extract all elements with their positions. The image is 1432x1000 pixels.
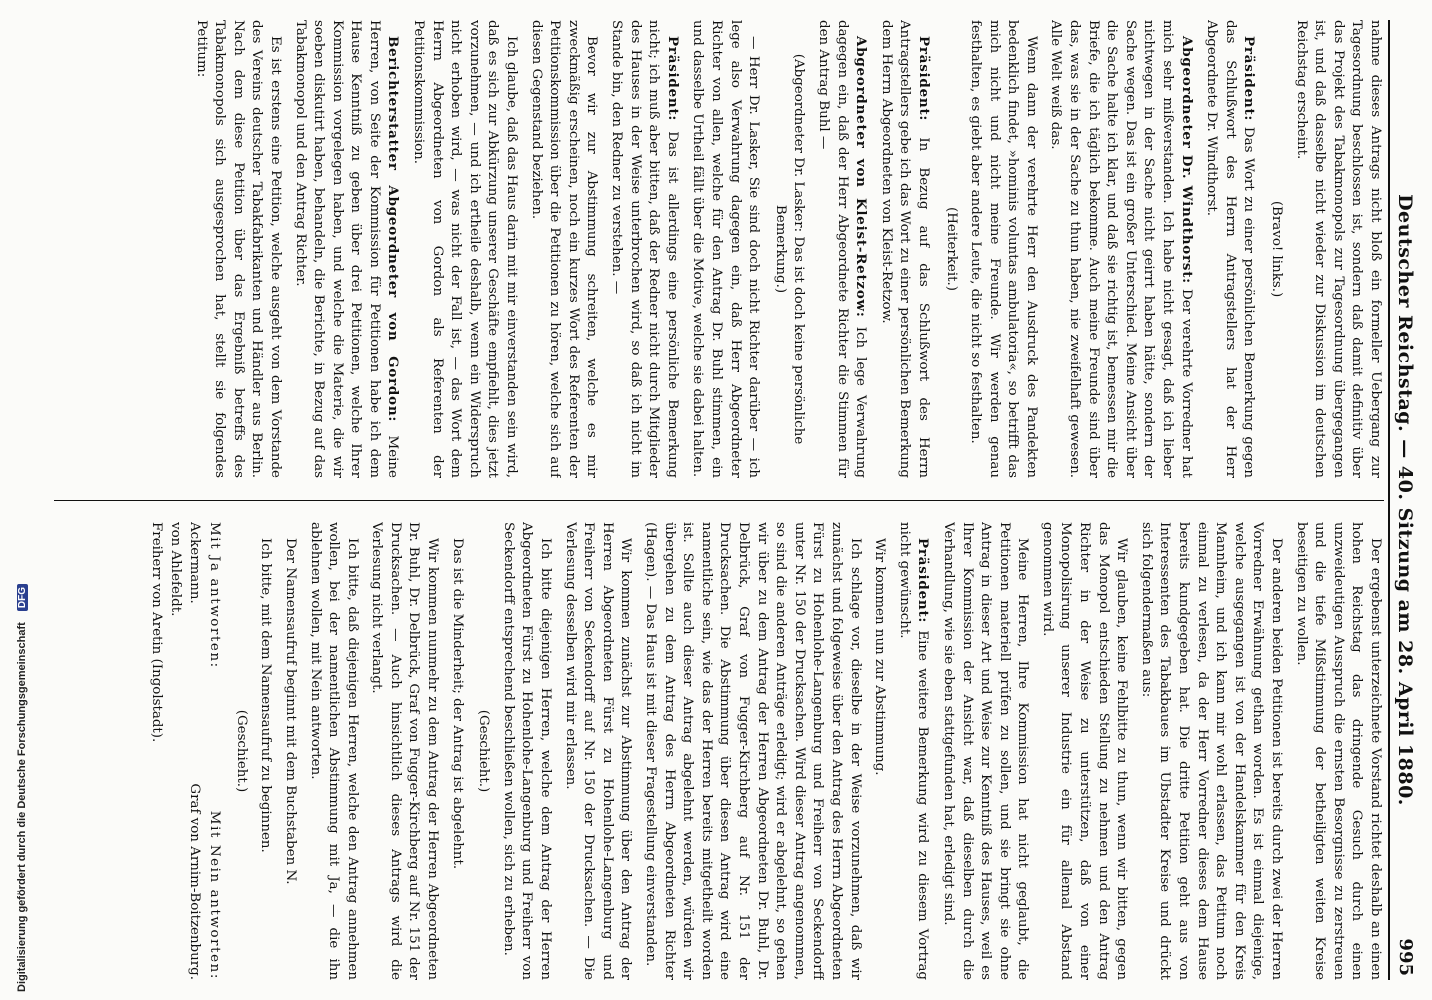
paragraph: [606, 20, 681, 478]
speaker-label: Präsident:: [664, 36, 681, 122]
interjection: (Abgeordneter Dr. Lasker: Das ist doch keine persönliche Bemerkung.): [772, 53, 807, 445]
paragraph-text: Das Wort zu einer persönlichen Bemerkung gegen das Schlußwort des Herrn Antragstellers hat der Herr Abgeordnete Dr. Windthorst.: [1204, 20, 1257, 478]
paragraph: Der Namensaufruf beginnt mit dem Buchstaben N.: [282, 538, 298, 885]
paragraph: Es ist erstens eine Petition, welche ausgeht von dem Vorstande des Vereins deutscher Tabakfabrikanten und Händler aus Berlin. Nach dem diese Petition über das Ergebniß betreffs des Tabakmonopols sich ausgesprochen hat, stellt sie folgendes Petitum:: [193, 20, 283, 478]
interjection: (Heiterkeit.): [943, 207, 959, 291]
credit-text: Digitalisierung gefördert durch die Deutsche Forschungsgemeinschaft: [16, 622, 28, 992]
paragraph-text: Das ist allerdings eine persönliche Bemerkung nicht; ich muß aber bitten, daß der Redner nicht durch Mitglieder des Hauses in der Weise unterbrochen wird, so daß ich nicht im Stande bin, den Redner zu verstehen. —: [609, 20, 680, 478]
paragraph: nahme dieses Antrags nicht bloß ein formeller Uebergang zur Tagesordnung beschlossen ist, sondern daß damit definitiv über das Projekt des Tabakmonopols zur Tagesordnung übergegangen ist, und daß dasselbe nicht wieder zur Diskussion im deutschen Reichstag erscheint.: [1293, 20, 1383, 478]
paragraph: — Herr Dr. Lasker, Sie sind doch nicht Richter darüber — ich lege also Verwahrung dagegen ein, daß Herr Abgeordneter Richter von allen, welche für den Antrag Dr. Buhl stimmen, ein und dasselbe Urtheil fällt über die Motive, welche sie dabei halten.: [690, 20, 762, 478]
paragraph-text: Ich lege Verwahrung dagegen ein, daß der Herr Abgeordnete Richter die Stimmen für den Antrag Buhl —: [815, 20, 869, 478]
speaker-label: Präsident:: [915, 538, 932, 624]
vote-names-row: [184, 522, 203, 980]
speaker-label: Abgeordneter von Kleist-Retzow:: [853, 36, 870, 318]
interjection: (Geschieht.): [233, 709, 249, 793]
paragraph: [290, 20, 403, 478]
paragraph: Ich glaube, daß das Haus darin mit mir einverstanden sein wird, daß es sich zur Abkürzung unserer Geschäfte empfiehlt, dies jetzt vorzunehmen, — und ich ertheile deshalb, wenn ein Widerspruch nicht erhoben wird, — was nicht der Fall ist, — das Wort dem Herrn Abgeordneten von Gordon als Referenten der Petitionskommission.: [411, 20, 520, 478]
paragraph: [1202, 20, 1259, 478]
vote-no-heading: Mit Nein antworten:: [207, 810, 223, 980]
paragraph: [1046, 20, 1196, 478]
rotated-page-content: [32, 0, 1432, 1000]
paragraph: Ich bitte, mit dem Namensaufruf zu beginnen.: [258, 538, 274, 853]
vote-names-row: [147, 522, 166, 980]
vote-yes-heading: Mit Ja antworten:: [207, 522, 223, 669]
vote-header-row: [205, 522, 224, 980]
vote-name: Graf von Arnim-Boitzenburg.: [186, 783, 202, 980]
interjection: (Bravo! links.): [1269, 200, 1285, 298]
paragraph: Wenn dann der verehrte Herr den Ausdruck des Pandekten bedenklich findet, »hominis voluntas ambulatoria«, so betrifft das mich nicht und nicht meine Freunde. Wir werden genau festhalten, es giebt aber andere Leute, die nicht so festhalten.: [968, 20, 1039, 478]
paragraph: Der anderen beiden Petitionen ist bereits durch zwei der Herren Vorredner Erwähnung gethan worden. Es ist einmal diejenige, welche ausgegangen ist von der Handelskammer für den Kreis Mannheim, und ich kann mir wohl erlassen, das Petitum noch einmal zu verlesen, da der Herr Vorredner dieses dem Hause bereits kundgegeben hat. Die dritte Petition geht aus von Interessenten des Tabakbaues im Ubstadter Kreise und drückt sich folgendermaßen aus:: [1138, 522, 1285, 980]
left-column: [54, 20, 1384, 478]
paragraph: [813, 20, 870, 478]
paragraph: [894, 522, 932, 980]
paragraph: Der ergebenst unterzeichnete Vorstand richtet deshalb an einen hohen Reichstag das dringende Gesuch durch einen unzweideutigen Ausspruch die ernsten Besorgnisse zu zerstreuen und die tiefe Mißstimmung der betheiligten weiten Kreise beseitigen zu wollen.: [1293, 522, 1383, 980]
speaker-label: Präsident:: [1241, 36, 1258, 122]
text-columns: [54, 20, 1384, 980]
header-title: Deutscher Reichstag. — 40. Sitzung am 28. April 1880.: [1394, 194, 1416, 806]
paragraph: Wir kommen zunächst zur Abstimmung über den Antrag der Herren Abgeordneten Fürst zu Hohenlohe-Langenburg und Freiherr von Seckendorff auf Nr. 150 der Drucksachen. — Die Verlesung desselben wird mir erlassen.: [562, 522, 634, 980]
page-number: 995: [1395, 938, 1416, 976]
paragraph: Das ist die Minderheit; der Antrag ist abgelehnt.: [449, 538, 465, 870]
paragraph: Ich bitte diejenigen Herren, welche dem Antrag der Herren Abgeordneten Fürst zu Hohenlohe-Langenburg und Freiherr von Seckendorff entsprechend beschließen wollen, sich zu erheben.: [500, 522, 554, 980]
vote-name: Ackermann.: [186, 522, 202, 604]
paragraph: Ich bitte, daß diejenigen Herren, welche den Antrag annehmen wollen, bei der namentlichen Abstimmung mit Ja, — die ihn ablehnen wollen, mit Nein antworten.: [307, 522, 360, 980]
column-divider: [54, 500, 1384, 501]
right-column: [54, 522, 1384, 980]
speaker-label: Präsident:: [915, 36, 932, 122]
paragraph: Ich schlage vor, dieselbe in der Weise vorzunehmen, daß wir zunächst und folgeweise über den Antrag des Herrn Abgeordneten Fürst zu Hohenlohe-Langenburg und Freiherr von Seckendorff unter Nr. 150 der Drucksachen. Wird dieser Antrag angenommen, so sind die anderen Anträge erledigt; wird er abgelehnt, so gehen wir über zu dem Antrag der Herren Abgeordneten Dr. Buhl, Dr. Delbrück, Graf von Fugger-Kirchberg auf Nr. 151 der Drucksachen. Die Abstimmung über diesen Antrag wird eine namentliche sein, wie das der Herren bereits mitgetheilt worden ist. Sollte auch dieser Antrag abgelehnt werden, würden wir übergehen zu dem Antrag des Herrn Abgeordneten Richter (Hagen). — Das Haus ist mit dieser Fragestellung einverstanden.: [643, 522, 863, 980]
vote-name: von Ahlefeldt.: [167, 522, 183, 617]
vote-names-row: [165, 522, 184, 980]
paragraph: Wir kommen nunmehr zu dem Antrag der Herren Abgeordneten Dr. Buhl, Dr. Delbrück, Graf von Fugger-Kirchberg auf Nr. 151 der Drucksachen. — Auch hinsichtlich dieses Antrags wird die Verlesung nicht verlangt.: [369, 522, 441, 980]
interjection: (Geschieht.): [476, 709, 492, 793]
paragraph-text: Eine weitere Bemerkung wird zu diesem Vortrag nicht gewünscht.: [896, 522, 931, 980]
vote-name: Freiherr von Aretin (Ingolstadt).: [149, 522, 165, 743]
paragraph-text: Der verehrte Vorredner hat mich sehr mißverstanden. Ich habe nicht gesagt, daß ich lieber nichtwegen in der Sache nicht geirrt haben hätte, sondern der Sache wegen. Das ist ein großer Unterschied. Meine Ansicht über die Sache halte ich klar, und daß sie richtig ist, bemessen mir die Briefe, die ich täglich bekomme. Auch meine Freunde sind über das, was sie in der Sache zu thun haben, nie zweifelhaft gewesen. Alle Welt weiß das.: [1048, 20, 1194, 478]
running-header: [1388, 20, 1418, 980]
paragraph: Wir glauben, keine Fehlbitte zu thun, wenn wir bitten, gegen das Monopol entschieden Stellung zu nehmen und den Antrag Richter in der Weise zu unterstützen, daß von einer Monopolisirung unserer Industrie ein für allemal Abstand genommen wird.: [1039, 522, 1130, 980]
speaker-label: Berichterstatter Abgeordneter von Gordon:: [385, 36, 402, 423]
paragraph: Bevor wir zur Abstimmung schreiten, welche es mir zweckmäßig erscheinen, noch ein kurzes Wort des Referenten der Petitionskommission über die Petitionen zu hören, welche sich auf diesen Gegenstand beziehen.: [528, 20, 600, 478]
paragraph-text: In Bezug auf das Schlußwort des Herrn Antragstellers gebe ich das Wort zu einer persönlichen Bemerkung dem Herrn Abgeordneten von Kleist-Retzow.: [878, 20, 931, 478]
dfg-logo: DFG: [17, 584, 28, 611]
paragraph-text: Meine Herren, von Seite der Kommission für Petitionen habe ich dem Hause Kenntniß zu geben über drei Petitionen, welche Ihrer Kommission vorgelegen haben, und welche die Materie, die wir soeben diskutirt haben, behandeln, die Berichte, in Bezug auf das Tabakmonopol und den Antrag Richter.: [292, 20, 401, 478]
paragraph: Wir kommen nun zur Abstimmung.: [872, 538, 888, 776]
speaker-label: Abgeordneter Dr. Windthorst:: [1178, 36, 1195, 284]
paragraph: Meine Herren, Ihre Kommission hat nicht geglaubt, die Petitionen materiell prüfen zu sollen, und sie bringt sie ohne Antrag in dieser Art und Weise zur Kenntniß des Hauses, weil es Ihrer Kommission der Ansicht war, daß dieselben durch die Verhandlung, wie sie eben stattgefunden hat, erledigt sind.: [940, 522, 1031, 980]
paragraph: [876, 20, 933, 478]
digitization-credit: [16, 392, 34, 992]
